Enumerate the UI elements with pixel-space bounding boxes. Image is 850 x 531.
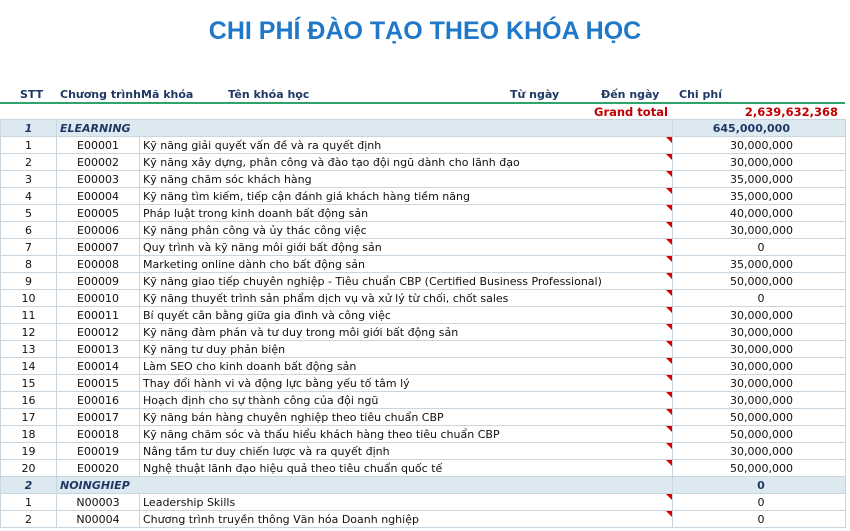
row-cost[interactable]: 30,000,000 [673,341,846,358]
comment-indicator-icon [666,307,672,313]
row-course-code[interactable]: E00001 [57,137,140,154]
courses-table [0,119,846,528]
group-total[interactable]: 0 [673,477,846,494]
row-stt[interactable]: 19 [1,443,57,460]
row-stt[interactable]: 1 [1,494,57,511]
comment-indicator-icon [666,460,672,466]
comment-indicator-icon [666,341,672,347]
table-row[interactable] [1,443,846,460]
row-cost[interactable]: 35,000,000 [673,171,846,188]
row-course-name[interactable]: Kỹ năng chăm sóc và thấu hiểu khách hàng theo tiêu chuẩn CBP [140,426,673,443]
row-course-name[interactable]: Kỹ năng giao tiếp chuyên nghiệp - Tiêu chuẩn CBP (Certified Business Professional) [140,273,673,290]
row-stt[interactable]: 8 [1,256,57,273]
row-stt[interactable]: 14 [1,358,57,375]
row-course-code[interactable]: N00003 [57,494,140,511]
row-course-name[interactable]: Kỹ năng xây dựng, phân công và đào tạo đội ngũ dành cho lãnh đạo [140,154,673,171]
row-course-code[interactable]: E00016 [57,392,140,409]
header-divider [0,102,845,104]
comment-indicator-icon [666,358,672,364]
table-row[interactable] [1,188,846,205]
table-row[interactable] [1,460,846,477]
grand-total-value[interactable]: 2,639,632,368 [744,105,838,119]
table-row[interactable] [1,154,846,171]
comment-indicator-icon [666,154,672,160]
header-stt[interactable]: STT [20,88,44,101]
comment-indicator-icon [666,443,672,449]
row-cost[interactable]: 30,000,000 [673,154,846,171]
row-course-code[interactable]: E00007 [57,239,140,256]
row-cost[interactable]: 35,000,000 [673,256,846,273]
row-cost[interactable]: 30,000,000 [673,324,846,341]
comment-indicator-icon [666,188,672,194]
row-course-name[interactable]: Kỹ năng chăm sóc khách hàng [140,171,673,188]
row-cost[interactable]: 0 [673,290,846,307]
row-stt[interactable]: 16 [1,392,57,409]
row-cost[interactable]: 40,000,000 [673,205,846,222]
comment-indicator-icon [666,409,672,415]
row-cost[interactable]: 30,000,000 [673,358,846,375]
table-row[interactable] [1,137,846,154]
table-row[interactable] [1,324,846,341]
comment-indicator-icon [666,239,672,245]
comment-indicator-icon [666,324,672,330]
row-course-name[interactable]: Thay đổi hành vi và động lực bằng yếu tố tâm lý [140,375,673,392]
row-cost[interactable]: 30,000,000 [673,392,846,409]
row-course-name[interactable]: Bí quyết cân bằng giữa gia đình và công việc [140,307,673,324]
header-course-name[interactable]: Tên khóa học [228,88,310,101]
row-stt[interactable]: 3 [1,171,57,188]
row-stt[interactable]: 2 [1,511,57,528]
row-stt[interactable]: 5 [1,205,57,222]
table-row[interactable] [1,426,846,443]
row-course-name[interactable]: Kỹ năng đàm phán và tư duy trong môi giới bất động sản [140,324,673,341]
header-cost[interactable]: Chi phí [679,88,722,101]
comment-indicator-icon [666,511,672,517]
row-course-code[interactable]: E00009 [57,273,140,290]
row-course-code[interactable]: E00020 [57,460,140,477]
group-stt[interactable]: 2 [1,477,57,494]
row-course-code[interactable]: E00002 [57,154,140,171]
grand-total-label[interactable]: Grand total [594,105,668,119]
row-course-code[interactable]: E00004 [57,188,140,205]
row-course-name[interactable]: Kỹ năng giải quyết vấn đề và ra quyết định [140,137,673,154]
row-course-code[interactable]: E00012 [57,324,140,341]
group-stt[interactable]: 1 [1,120,57,137]
row-cost[interactable]: 50,000,000 [673,426,846,443]
row-cost[interactable]: 50,000,000 [673,409,846,426]
row-course-name[interactable]: Kỹ năng phân công và ủy thác công việc [140,222,673,239]
row-stt[interactable]: 6 [1,222,57,239]
row-course-code[interactable]: E00008 [57,256,140,273]
row-stt[interactable]: 1 [1,137,57,154]
group-total[interactable]: 645,000,000 [673,120,846,137]
row-course-code[interactable]: E00005 [57,205,140,222]
table-row[interactable] [1,273,846,290]
comment-indicator-icon [666,273,672,279]
header-from-date[interactable]: Từ ngày [510,88,560,101]
table-row[interactable] [1,409,846,426]
row-course-name[interactable]: Chương trình truyền thông Văn hóa Doanh nghiệp [140,511,673,528]
group-name[interactable]: NOINGHIEP [57,477,673,494]
row-stt[interactable]: 2 [1,154,57,171]
row-cost[interactable]: 0 [673,494,846,511]
row-stt[interactable]: 13 [1,341,57,358]
row-course-name[interactable]: Quy trình và kỹ năng môi giới bất động sản [140,239,673,256]
row-course-code[interactable]: E00018 [57,426,140,443]
row-course-name[interactable]: Pháp luật trong kinh doanh bất động sản [140,205,673,222]
table-row[interactable] [1,375,846,392]
row-cost[interactable]: 0 [673,511,846,528]
row-cost[interactable]: 30,000,000 [673,307,846,324]
row-stt[interactable]: 11 [1,307,57,324]
row-cost[interactable]: 30,000,000 [673,443,846,460]
row-cost[interactable]: 30,000,000 [673,137,846,154]
row-course-code[interactable]: E00011 [57,307,140,324]
row-stt[interactable]: 4 [1,188,57,205]
row-cost[interactable]: 50,000,000 [673,273,846,290]
comment-indicator-icon [666,205,672,211]
comment-indicator-icon [666,256,672,262]
header-program[interactable]: Chương trình [60,88,141,101]
comment-indicator-icon [666,137,672,143]
row-course-name[interactable]: Kỹ năng thuyết trình sản phẩm dịch vụ và xử lý từ chối, chốt sales [140,290,673,307]
table-row[interactable] [1,392,846,409]
row-cost[interactable]: 30,000,000 [673,375,846,392]
comment-indicator-icon [666,392,672,398]
row-course-code[interactable]: E00003 [57,171,140,188]
row-course-code[interactable]: E00006 [57,222,140,239]
row-course-name[interactable]: Leadership Skills [140,494,673,511]
table-row[interactable] [1,358,846,375]
row-course-code[interactable]: E00010 [57,290,140,307]
row-course-name[interactable]: Marketing online dành cho bất động sản [140,256,673,273]
table-row[interactable] [1,256,846,273]
comment-indicator-icon [666,494,672,500]
row-course-name[interactable]: Kỹ năng tư duy phản biện [140,341,673,358]
row-stt[interactable]: 18 [1,426,57,443]
header-to-date[interactable]: Đến ngày [601,88,660,101]
row-course-code[interactable]: E00019 [57,443,140,460]
row-course-name[interactable]: Kỹ năng bán hàng chuyên nghiệp theo tiêu chuẩn CBP [140,409,673,426]
table-row[interactable] [1,494,846,511]
comment-indicator-icon [666,171,672,177]
row-stt[interactable]: 17 [1,409,57,426]
comment-indicator-icon [666,375,672,381]
row-course-code[interactable]: E00013 [57,341,140,358]
row-stt[interactable]: 15 [1,375,57,392]
row-course-name[interactable]: Hoạch định cho sự thành công của đội ngũ [140,392,673,409]
table-row[interactable] [1,307,846,324]
row-stt[interactable]: 12 [1,324,57,341]
row-cost[interactable]: 0 [673,239,846,256]
table-row[interactable] [1,239,846,256]
row-course-name[interactable]: Kỹ năng tìm kiếm, tiếp cận đánh giá khách hàng tiềm năng [140,188,673,205]
row-cost[interactable]: 35,000,000 [673,188,846,205]
row-cost[interactable]: 30,000,000 [673,222,846,239]
table-row[interactable] [1,171,846,188]
row-course-name[interactable]: Nghệ thuật lãnh đạo hiệu quả theo tiêu chuẩn quốc tế [140,460,673,477]
table-row[interactable] [1,205,846,222]
row-course-code[interactable]: N00004 [57,511,140,528]
header-code[interactable]: Mã khóa [141,88,194,101]
page-title: CHI PHÍ ĐÀO TẠO THEO KHÓA HỌC [208,17,642,45]
row-course-name[interactable]: Làm SEO cho kinh doanh bất động sản [140,358,673,375]
row-stt[interactable]: 10 [1,290,57,307]
group-row[interactable] [1,120,846,137]
table-row[interactable] [1,222,846,239]
comment-indicator-icon [666,290,672,296]
table-row[interactable] [1,341,846,358]
table-row[interactable] [1,511,846,528]
row-stt[interactable]: 7 [1,239,57,256]
row-course-code[interactable]: E00017 [57,409,140,426]
comment-indicator-icon [666,426,672,432]
row-cost[interactable]: 50,000,000 [673,460,846,477]
row-stt[interactable]: 9 [1,273,57,290]
row-course-code[interactable]: E00015 [57,375,140,392]
row-course-name[interactable]: Nâng tầm tư duy chiến lược và ra quyết định [140,443,673,460]
row-course-code[interactable]: E00014 [57,358,140,375]
group-row[interactable] [1,477,846,494]
comment-indicator-icon [666,222,672,228]
table-row[interactable] [1,290,846,307]
row-stt[interactable]: 20 [1,460,57,477]
group-name[interactable]: ELEARNING [57,120,673,137]
